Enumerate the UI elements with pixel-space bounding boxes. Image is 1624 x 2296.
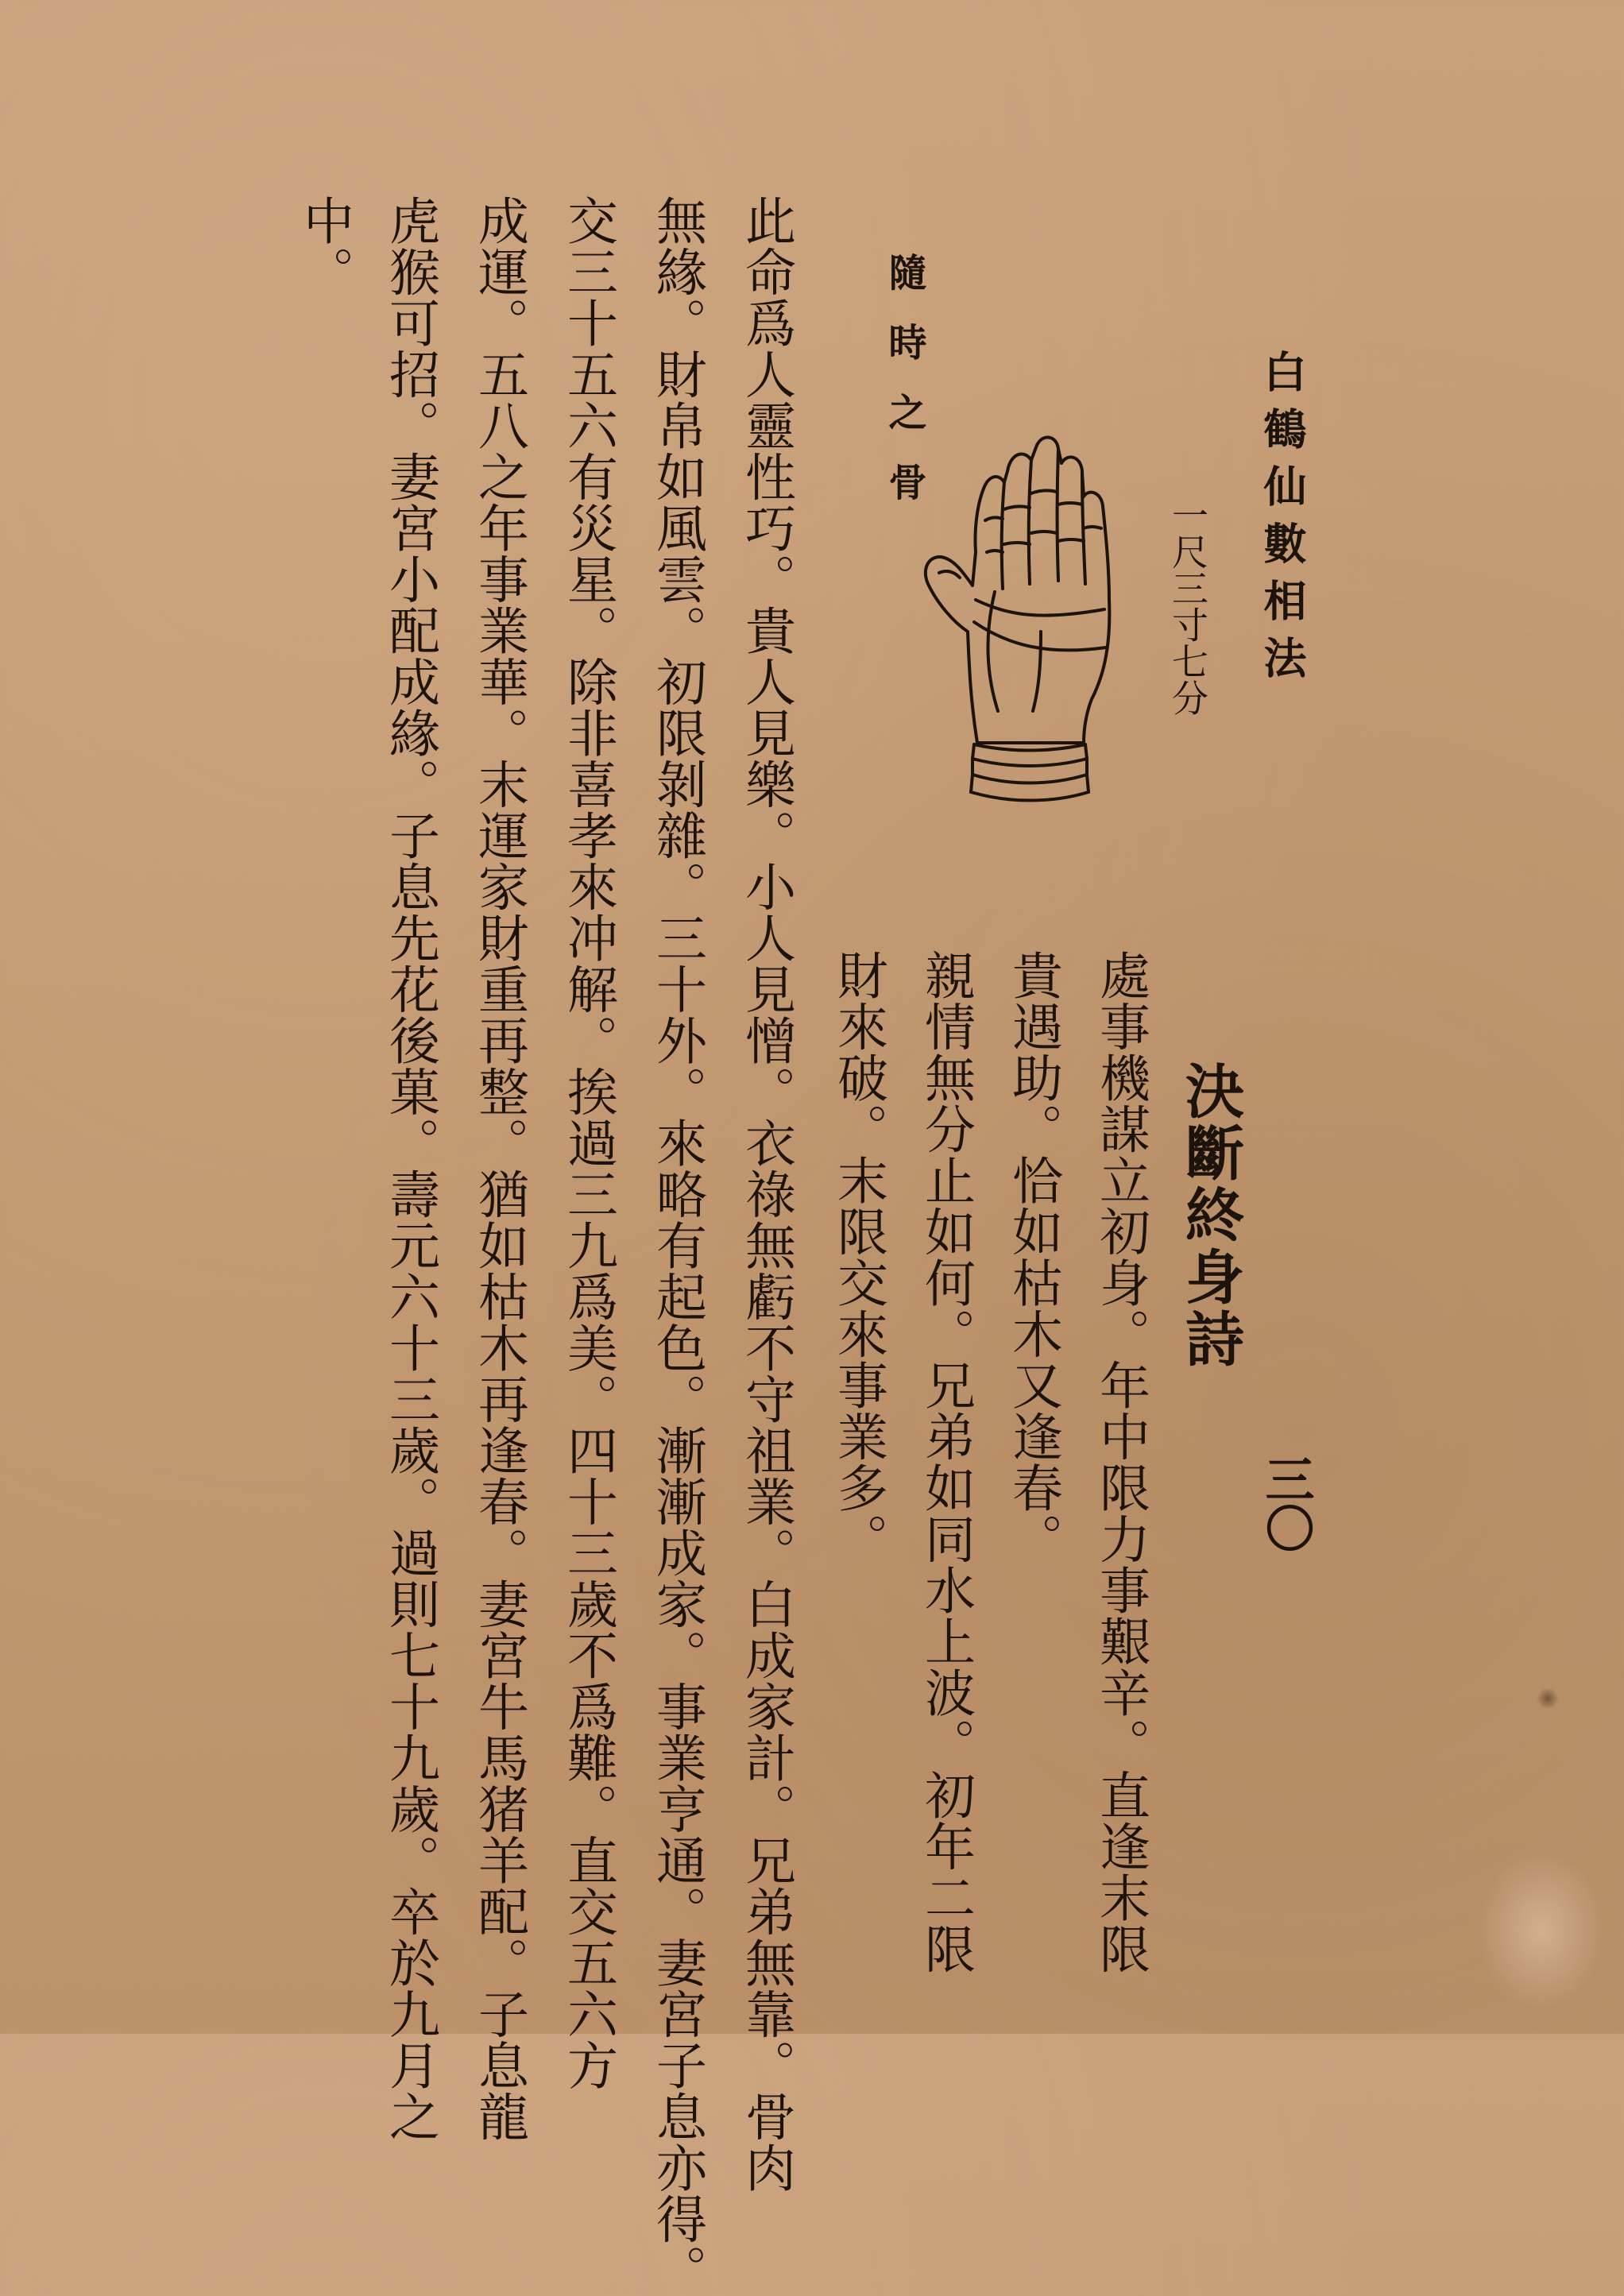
body-line-3: 交三十五六有災星。除非喜孝來冲解。挨過三九爲美。四十三歲不爲難。直交五六方 [559,195,617,2091]
hand-measurement: 一尺三寸七分 [1166,497,1209,716]
body-line-1: 此命爲人靈性巧。貴人見樂。小人見憎。衣祿無虧不守祖業。白成家計。兄弟無靠。骨肉 [737,195,795,2194]
poem-line-3: 親情無分止如何。兄弟如同水上波。初年二限 [916,949,975,1974]
palm-hand-icon [922,433,1128,806]
body-line-4: 成運。五八之年事業華。末運家財重再整。猶如枯木再逢春。妻宮牛馬猪羊配。子息龍 [470,195,528,2142]
body-line-5: 虎猴可招。妻宮小配成緣。子息先花後菓。壽元六十三歲。過則七十九歲。卒於九月之 [381,195,439,2142]
poem-line-4: 財來破。末限交來事業多。 [829,949,887,1564]
page-number: 三〇 [1257,1454,1315,1552]
ink-spot [1537,1688,1558,1709]
poem-line-1: 處事機謀立初身。年中限力事艱辛。直逢末限 [1091,949,1150,1974]
book-title: 白鶴仙數相法 [1257,350,1308,693]
body-line-6: 中。 [295,195,354,297]
poem-title: 決斷終身詩 [1176,1061,1244,1370]
paper-stain [1478,1851,1605,2010]
illustration-caption: 隨時之骨 [882,253,926,532]
poem-line-2: 貴遇助。恰如枯木又逢春。 [1003,949,1062,1564]
body-line-2: 無緣。財帛如風雲。初限剝雜。三十外。來略有起色。漸漸成家。事業亨通。妻宮子息亦得。 [648,195,706,2296]
